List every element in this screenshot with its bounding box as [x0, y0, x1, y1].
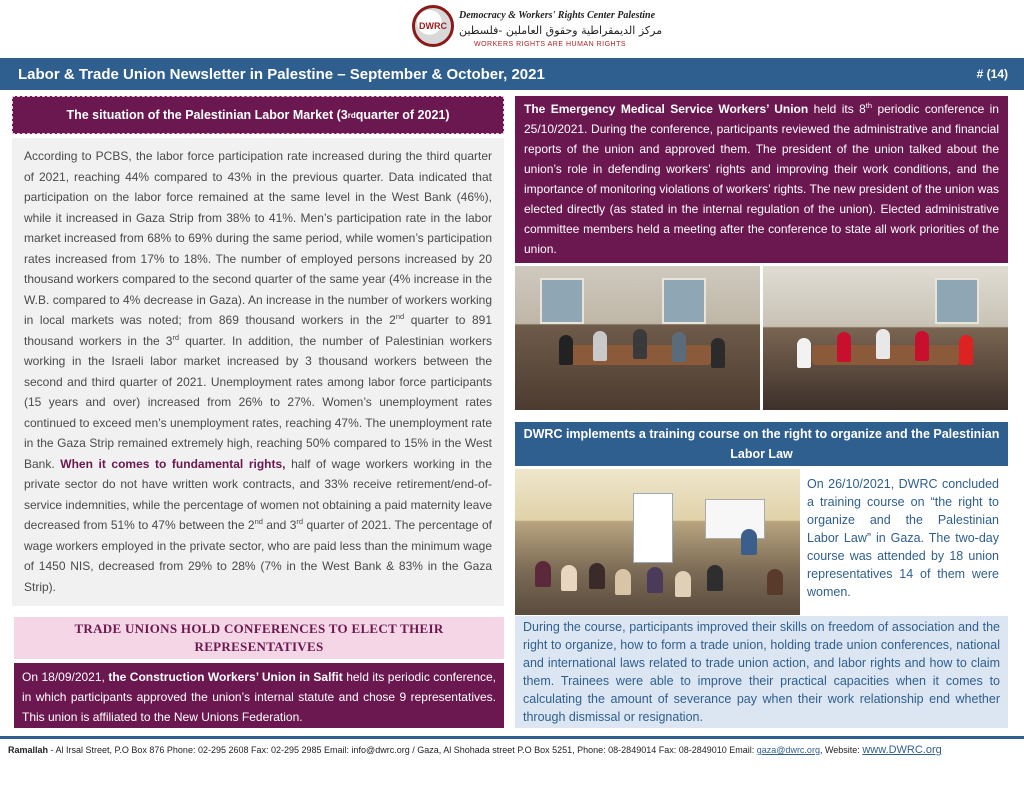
conference-photo-1	[515, 266, 760, 410]
photo-person	[797, 338, 811, 368]
photo-person	[711, 338, 725, 368]
gaza-email-link[interactable]: gaza@dwrc.org	[756, 745, 820, 755]
photo-person	[615, 569, 631, 595]
issue-number: # (14)	[976, 67, 1008, 81]
photo-person	[647, 567, 663, 593]
photo-person	[915, 331, 929, 361]
conferences-bold: the Construction Workers’ Union in Salfit	[108, 670, 343, 684]
photo-window	[662, 278, 706, 324]
newsletter-title-bar	[0, 58, 1024, 90]
labor-market-sup-1: nd	[395, 312, 405, 321]
photo-banner	[633, 493, 673, 563]
labor-market-text-3: quarter. In addition, the number of Palestinian workers working in the Israeli labor market increased by 3 thousand workers between the second and third quarter of 2021. Unemployment rates among labor force participants (15 years and over) increased from 26% to 27%. Women’s unemployment rates continued to exceed men’s unemployment rates, reaching 47%. The unemployment rate in the Gaza Strip remained extremely high, reaching 50% compared to 15% in the West Bank.	[24, 333, 492, 471]
photo-person	[633, 329, 647, 359]
footer-address: - Al Irsal Street, P.O Box 876 Phone: 02-295 2608 Fax: 02-295 2985 Email: info@dwrc.org / Gaza, Al Shohada street P.O Box 5251, Phone: 08-2849014 Fax: 08-2849010 Email:	[48, 745, 757, 755]
labor-market-article	[12, 138, 504, 606]
training-heading: DWRC implements a training course on the right to organize and the Palestinian Labor Law	[515, 422, 1008, 466]
labor-market-text-2: quarter to 891 thousand workers in the 3	[24, 313, 492, 348]
labor-market-text-6: quarter of 2021. The percentage of wage workers employed in the private sector, who are paid less than the minimum wage of 1450 NIS, decreased from 29% to 28% (7% in the West Bank & 83% in the Gaza Strip).	[24, 518, 492, 594]
footer-divider	[0, 736, 1024, 739]
footer	[8, 744, 1018, 756]
brand-name-ar: مركز الديمقراطية وحقوق العاملين -فلسطين	[459, 24, 663, 37]
conference-photo-2	[763, 266, 1008, 410]
brand-motto: WORKERS RIGHTS ARE HUMAN RIGHTS	[474, 41, 627, 48]
newsletter-title: Labor & Trade Union Newsletter in Palestine – September & October, 2021	[18, 65, 545, 83]
labor-market-heading-pre: The situation of the Palestinian Labor Market (3	[66, 108, 348, 122]
labor-market-heading-post: quarter of 2021)	[355, 108, 450, 122]
photo-person	[589, 563, 605, 589]
photo-person	[741, 529, 757, 555]
photo-person	[675, 571, 691, 597]
emergency-union-text-post: periodic conference in 25/10/2021. During the conference, participants reviewed the administrative and financial reports of the union and approved them. The president of the union talked about the union’s role in defending workers’ rights and improving their work conditions, and the importance of monitoring violations of workers’ rights. The new president of the union was elected directly (as stated in the internal regulation of the union). Elected administrative committee members held a meeting after the conference to state all work priorities of the union.	[524, 102, 999, 256]
photo-person	[767, 569, 783, 595]
emergency-union-text-pre: held its 8	[808, 102, 866, 116]
photo-person	[672, 332, 686, 362]
brand-name-en: Democracy & Workers' Rights Center Palestine	[459, 10, 656, 21]
photo-window	[935, 278, 979, 324]
logo-text: DWRC	[419, 21, 447, 31]
emergency-union-bold: The Emergency Medical Service Workers’ Union	[524, 102, 809, 116]
conferences-text-post: held its periodic conference, in which participants approved the union’s internal statute and chose 9 representatives. This union is affiliated to the New Unions Federation.	[22, 670, 496, 724]
footer-ramallah-label: Ramallah	[8, 745, 49, 755]
labor-market-text-4: half of wage workers working in the private sector do not have written work contracts, and 33% receive retirement/end-of-service indemnities, while the percentage of women not obtaining a paid maternity leave decreased from 51% to 47% between the 2	[24, 456, 492, 532]
photo-person	[561, 565, 577, 591]
conference-photos	[515, 266, 1008, 410]
labor-market-sup-4: rd	[296, 517, 304, 526]
photo-person	[876, 329, 890, 359]
training-intro: On 26/10/2021, DWRC concluded a training course on “the right to organize and the Palestinian Labor Law” in Gaza. The two-day course was attended by 18 union representatives 14 of them were women.	[807, 477, 999, 599]
photo-person	[837, 332, 851, 362]
labor-market-text-5: and 3	[262, 518, 297, 532]
labor-market-text-1: According to PCBS, the labor force participation rate increased during the third quarter of 2021, reaching 44% compared to 43% in the previous quarter. Data indicated that participation on the labor force remained at the same level in the West Bank (46%), while it increased in Gaza Strip from 38% to 41%. Men’s participation rate in the labor market increased from 68% to 69% during the same period, while women’s participation rates increased from 17% to 18%. The number of employed persons increased by 20 thousand workers compared to the second quarter of the same year (4% increase in the W.B. compared to 4% decrease in Gaza). An increase in the number of workers working in local markets was noted; from 869 thousand workers in the 2	[24, 149, 492, 327]
dwrc-logo	[412, 5, 672, 53]
photo-person	[559, 335, 573, 365]
photo-person	[593, 331, 607, 361]
labor-market-sup-3: nd	[254, 517, 263, 526]
labor-market-sup-2: rd	[172, 332, 180, 342]
emergency-union-sup: th	[865, 101, 873, 110]
labor-market-bold: When it comes to fundamental rights,	[60, 456, 286, 471]
training-details: During the course, participants improved their skills on freedom of association and the right to organize, how to form a trade union, holding trade union conferences, national and international laws related to trade union action, and labor rights and how to claim them. Trainees were able to improve their practical capacities when it comes to calculating the amount of severance pay when their work relationship end whether through dismissal or resignation.	[515, 616, 1008, 728]
emergency-union-article	[515, 96, 1008, 263]
labor-market-heading-sup: rd	[347, 110, 356, 120]
photo-person	[535, 561, 551, 587]
training-photo	[515, 469, 800, 615]
website-link[interactable]: www.DWRC.org	[862, 744, 942, 756]
conferences-text-pre: On 18/09/2021,	[22, 670, 109, 684]
conferences-heading: TRADE UNIONS HOLD CONFERENCES TO ELECT THEIR REPRESENTATIVES	[14, 617, 504, 659]
conferences-article	[14, 663, 504, 728]
photo-person	[959, 335, 973, 365]
footer-website-label: , Website:	[819, 745, 863, 755]
photo-window	[540, 278, 584, 324]
labor-market-heading	[12, 96, 504, 134]
photo-person	[707, 565, 723, 591]
logo-emblem	[412, 5, 454, 47]
